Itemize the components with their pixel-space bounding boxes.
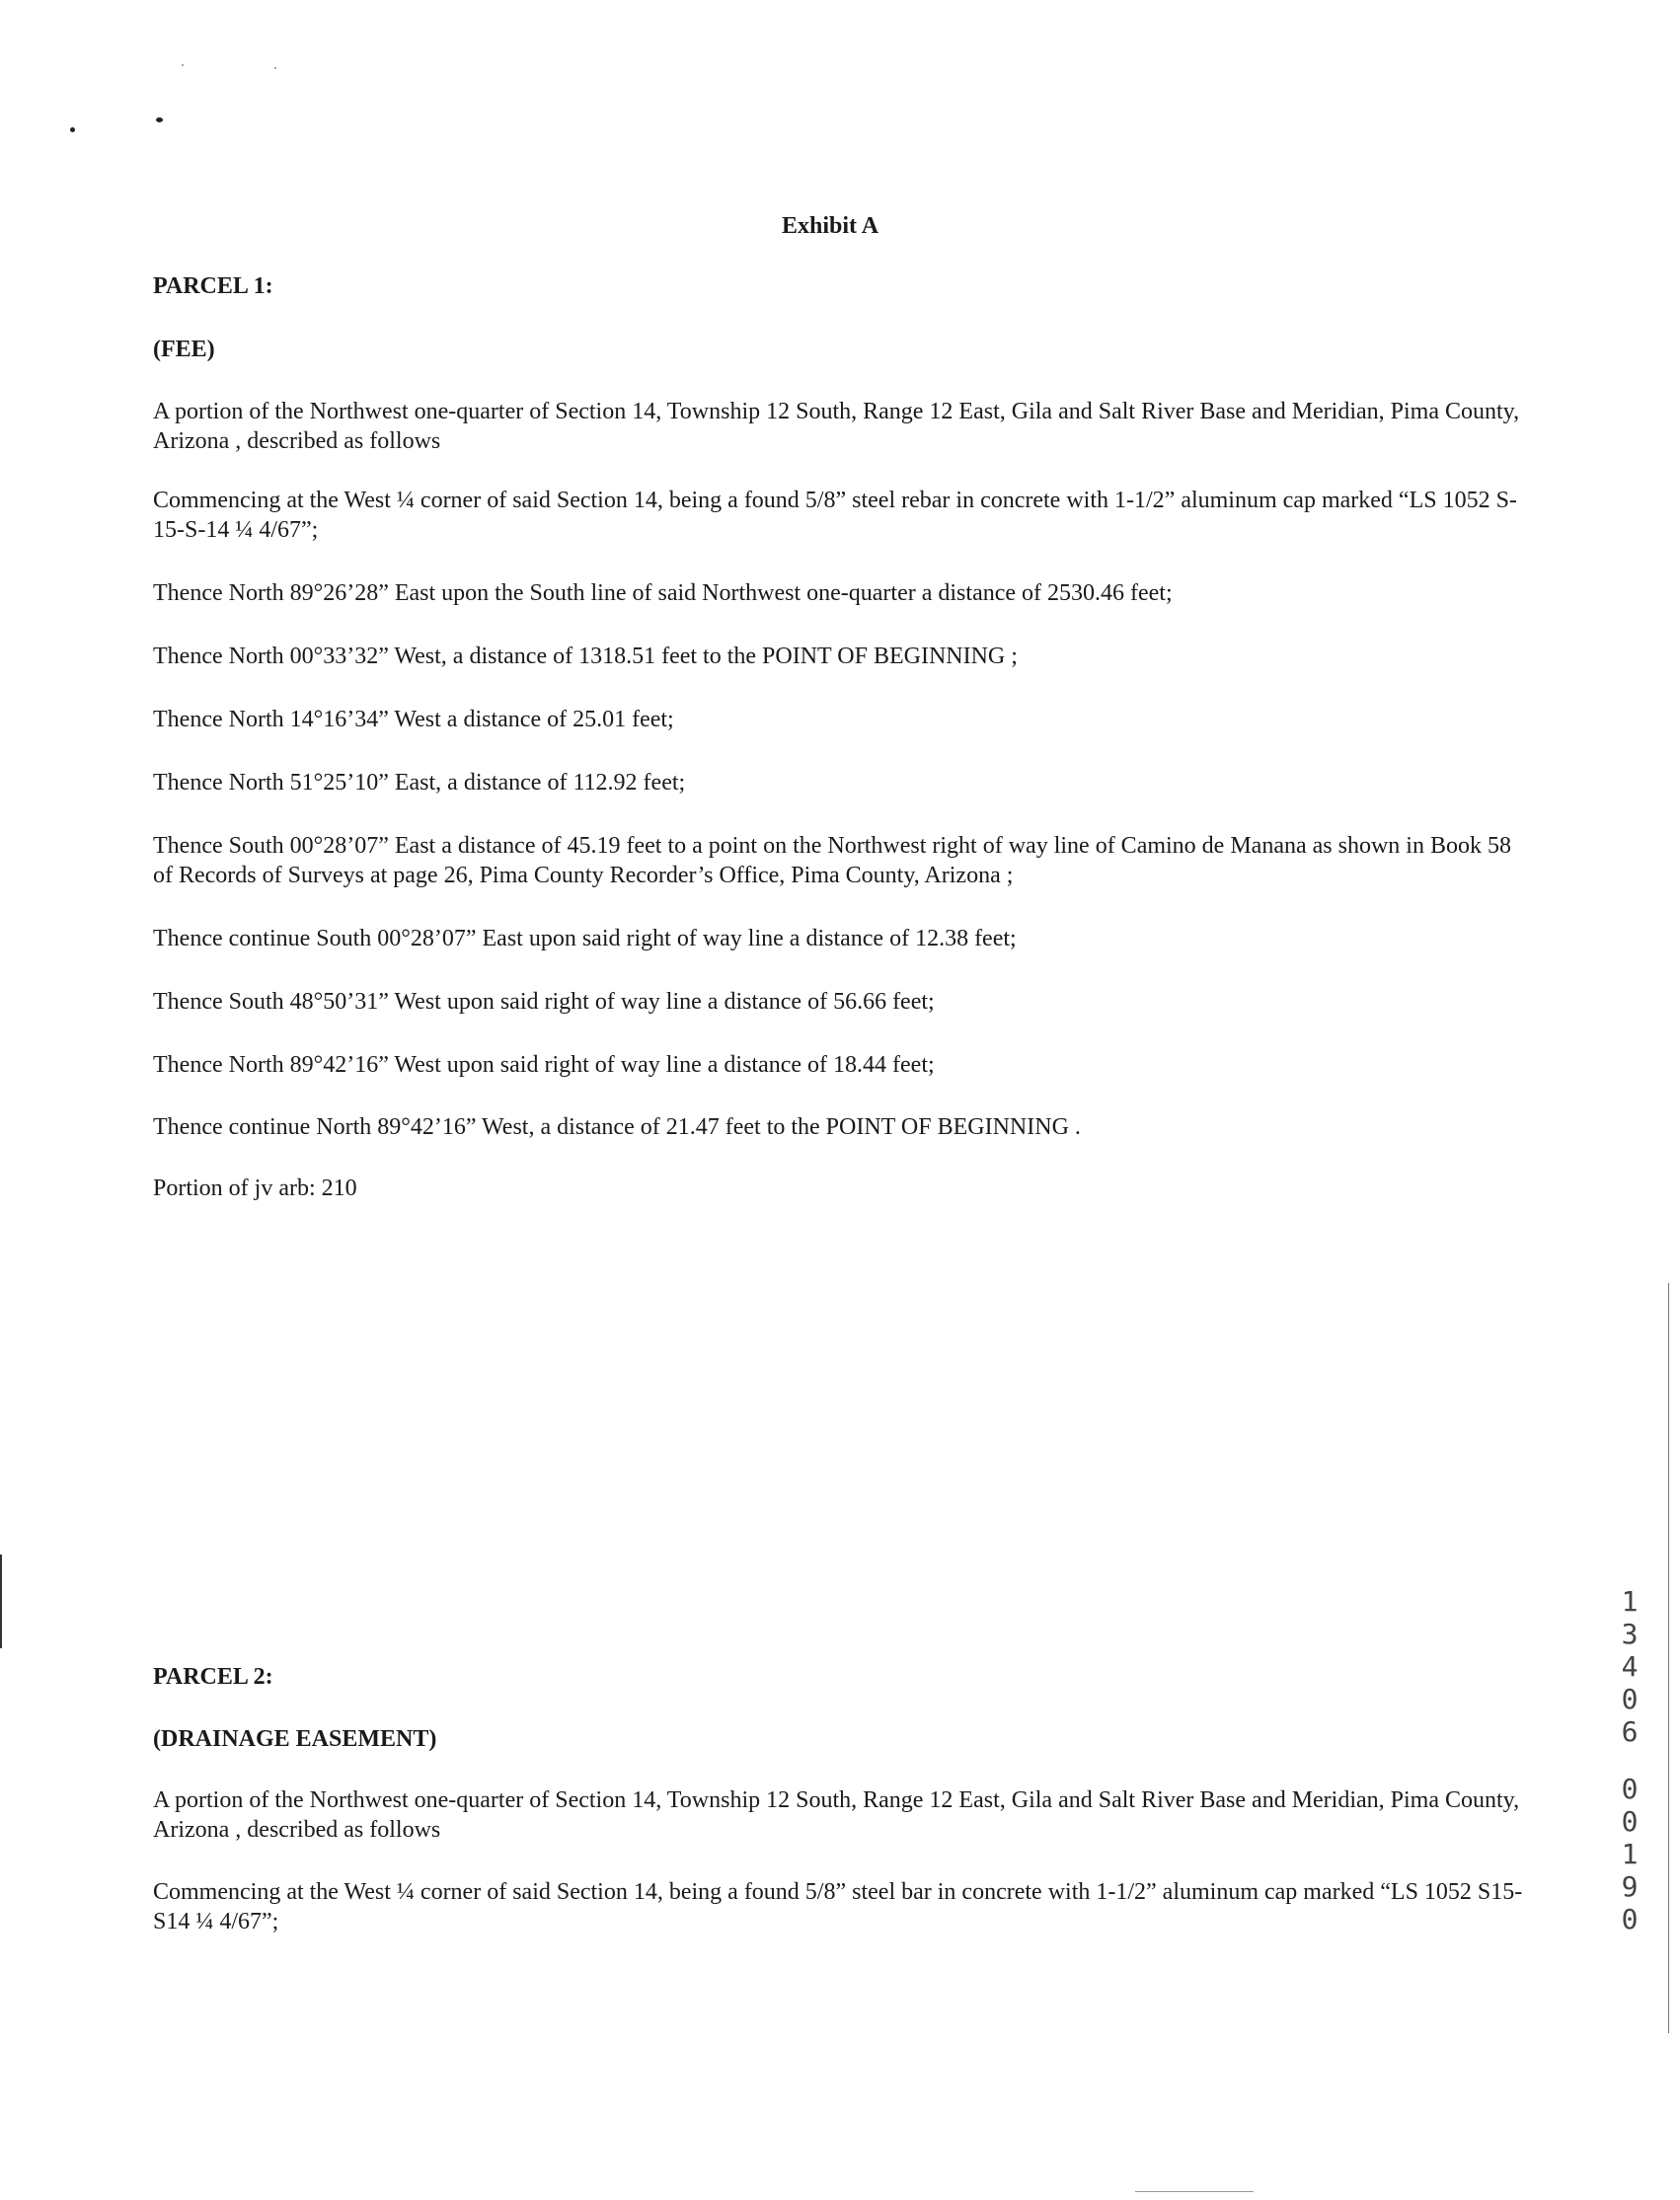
parcel1-paragraph: Thence North 89°42’16” West upon said right of way line a distance of 18.44 feet; bbox=[153, 1052, 935, 1078]
parcel2-heading: PARCEL 2: bbox=[153, 1664, 273, 1690]
scan-speck bbox=[70, 127, 75, 132]
stamp-digit: 9 bbox=[1621, 1870, 1639, 1903]
parcel2-paragraph: A portion of the Northwest one-quarter of Section 14, Township 12 South, Range 12 East, Gila and Salt River Base and Meridian, Pima County, Arizona , described as follows bbox=[153, 1787, 1520, 1843]
parcel1-paragraph: Thence North 14°16’34” West a distance of 25.01 feet; bbox=[153, 707, 674, 732]
parcel1-paragraph: A portion of the Northwest one-quarter of Section 14, Township 12 South, Range 12 East, Gila and Salt River Base and Meridian, Pima County, Arizona , described as follows bbox=[153, 399, 1520, 454]
stamp-digit: 3 bbox=[1621, 1618, 1639, 1650]
stamp-digit: 0 bbox=[1621, 1683, 1639, 1715]
parcel1-paragraph: Thence North 89°26’28” East upon the South line of said Northwest one-quarter a distance of 2530.46 feet; bbox=[153, 580, 1173, 606]
stamp-gap bbox=[1612, 1748, 1647, 1773]
stamp-digit: 1 bbox=[1621, 1838, 1639, 1870]
parcel2-subheading: (DRAINAGE EASEMENT) bbox=[153, 1726, 437, 1752]
parcel1-paragraph: Thence South 00°28’07” East a distance of 45.19 feet to a point on the Northwest right of way line of Camino de Manana as shown in Book 58 of Records of Surveys at page 26, Pima County Recorder’s Office, Pima County, Arizona ; bbox=[153, 833, 1511, 888]
parcel1-paragraph: Thence North 00°33’32” West, a distance of 1318.51 feet to the POINT OF BEGINNING ; bbox=[153, 644, 1018, 669]
parcel1-paragraph: Thence South 48°50’31” West upon said right of way line a distance of 56.66 feet; bbox=[153, 989, 935, 1015]
parcel2-paragraph: Commencing at the West ¼ corner of said Section 14, being a found 5/8” steel bar in concrete with 1-1/2” aluminum cap marked “LS 1052 S15-S14 ¼ 4/67”; bbox=[153, 1879, 1523, 1934]
recording-stamp bbox=[1612, 1585, 1647, 1935]
stamp-digit: 6 bbox=[1621, 1715, 1639, 1748]
scan-edge-left bbox=[0, 1555, 2, 1648]
parcel1-paragraph: Thence continue North 89°42’16” West, a distance of 21.47 feet to the POINT OF BEGINNING . bbox=[153, 1114, 1081, 1140]
parcel1-paragraph: Commencing at the West ¼ corner of said Section 14, being a found 5/8” steel rebar in concrete with 1-1/2” aluminum cap marked “LS 1052 S-15-S-14 ¼ 4/67”; bbox=[153, 488, 1517, 543]
scan-edge-bottom bbox=[1135, 2191, 1254, 2192]
parcel1-paragraph: Thence continue South 00°28’07” East upon said right of way line a distance of 12.38 feet; bbox=[153, 926, 1017, 951]
scan-speck bbox=[274, 67, 276, 69]
stamp-digit: 0 bbox=[1621, 1903, 1639, 1935]
scan-edge-right bbox=[1668, 1283, 1669, 2033]
scan-speck bbox=[182, 64, 184, 66]
parcel1-heading: PARCEL 1: bbox=[153, 273, 273, 299]
exhibit-title: Exhibit A bbox=[782, 213, 879, 239]
stamp-digit: 0 bbox=[1621, 1773, 1639, 1805]
parcel1-paragraph: Thence North 51°25’10” East, a distance of 112.92 feet; bbox=[153, 770, 686, 796]
stamp-digit: 1 bbox=[1621, 1585, 1639, 1618]
stamp-digit: 4 bbox=[1621, 1650, 1639, 1683]
parcel1-subheading: (FEE) bbox=[153, 337, 215, 362]
stamp-digit: 0 bbox=[1621, 1805, 1639, 1838]
scan-speck bbox=[156, 117, 163, 122]
parcel1-paragraph: Portion of jv arb: 210 bbox=[153, 1176, 357, 1201]
